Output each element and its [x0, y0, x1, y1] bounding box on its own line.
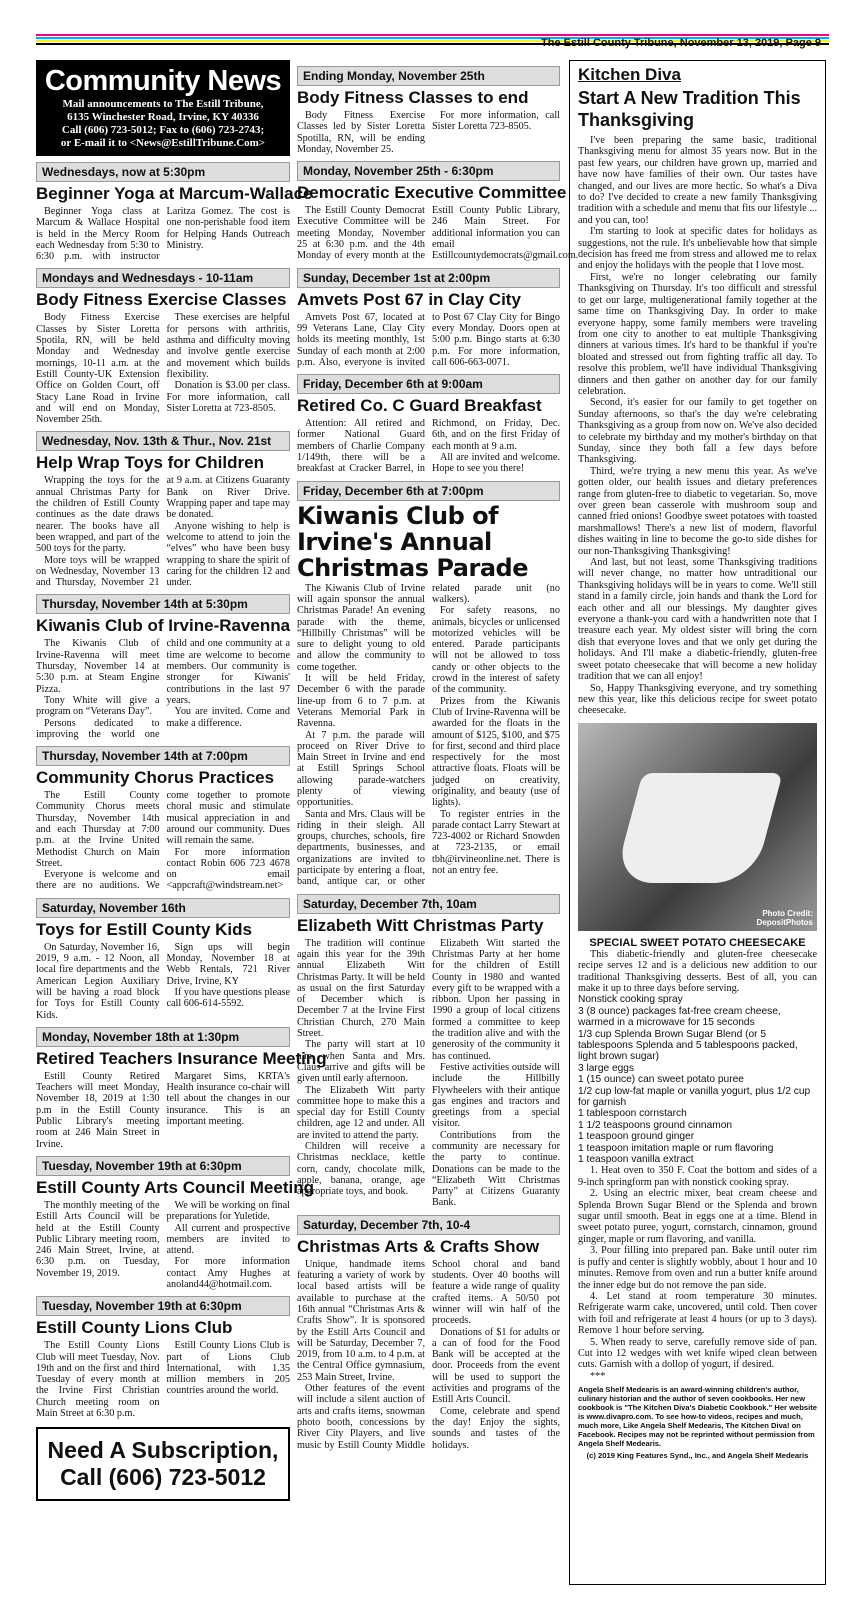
announcement-title: Body Fitness Classes to end	[297, 88, 529, 107]
paragraph: 1 teaspoon ground ginger	[578, 1131, 695, 1143]
announcement	[297, 66, 560, 155]
photo-credit	[757, 909, 813, 927]
announcement	[297, 268, 560, 368]
paragraph: It will be held Friday, December 6 with the parade line-up from 6 to 7 p.m. at Veterans Memorial Park in Ravenna.	[297, 673, 425, 730]
subscription-phone: Call (606) 723-5012	[60, 1464, 266, 1491]
article-body	[578, 135, 817, 717]
announcement-date: Ending Monday, November 25th	[297, 66, 560, 86]
paragraph: For safety reasons, no animals, bicycles or unlicensed motorized vehicles will be entered. Parade participants will not be allowed to toss candy or other objects to the crowd in the interest of safety of the community.	[432, 605, 560, 696]
announcement-body	[297, 1259, 560, 1451]
announcement-body	[36, 1200, 290, 1290]
announcement-date: Saturday, December 7th, 10am	[297, 894, 560, 914]
paragraph: 2. Using an electric mixer, beat cream cheese and Splenda Brown Sugar Blend or the Splenda and brown sugar until smooth. Beat in eggs one at a time. Blend in sweet potato puree, yogurt, cornstarch, cinnamon, ground ginger, maple or rum flavoring, and vanilla.	[578, 1188, 817, 1245]
paragraph: Donations of $1 for adults or a can of food for the Food Bank will be accepted at the door. Proceeds from the event will be used to support the activities and programs of the Estill Arts Council.	[432, 1326, 560, 1406]
subscription-ad	[36, 1427, 290, 1501]
paragraph: We will be working on final preparations for Yuletide.	[166, 1199, 290, 1223]
announcement-title: Kiwanis Club of Irvine's Annual Christmas Parade	[297, 501, 528, 582]
announcement-date: Thursday, November 14th at 7:00pm	[36, 746, 290, 766]
announcement-title: Kiwanis Club of Irvine-Ravenna	[36, 616, 291, 636]
photo-credit-label: Photo Credit:	[762, 908, 813, 918]
paragraph: For more information, call Sister Loretta 723-8505.	[432, 110, 560, 133]
subscription-line: Need A Subscription,	[47, 1437, 279, 1464]
announcement-title: Body Fitness Exercise Classes	[36, 290, 287, 310]
announcement-date: Tuesday, November 19th at 6:30pm	[36, 1296, 290, 1316]
announcement-date: Friday, December 6th at 9:00am	[297, 374, 560, 394]
paragraph: Children will receive a Christmas necklace, kettle corn, candy, chocolate milk, apple, banana, orange, age appropriate toys, and book.	[297, 1141, 425, 1198]
paragraph: 1. Heat oven to 350 F. Coat the bottom and sides of a 9-inch springform pan with nonstick cooking spray.	[578, 1165, 817, 1188]
recipe-steps	[578, 1165, 817, 1382]
announcement-title: Estill County Lions Club	[36, 1318, 233, 1338]
kitchen-diva-column	[569, 60, 826, 1585]
section-title: Community News	[44, 65, 282, 97]
cheesecake-image	[613, 773, 782, 883]
announcement	[36, 1296, 290, 1419]
announcement-body	[36, 475, 290, 588]
paragraph: Body Fitness Exercise Classes led by Sister Loretta Spotilla, RN, will be ending Monday, November 25.	[297, 110, 425, 155]
column-1	[36, 60, 327, 1501]
announcement	[297, 1215, 560, 1451]
paragraph: 1 teaspoon vanilla extract	[578, 1154, 694, 1166]
paragraph: So, Happy Thanksgiving everyone, and try something new this year, like this delicious recipe for sweet potato cheesecake.	[578, 682, 817, 717]
paragraph: The tradition will continue again this year for the 39th annual Elizabeth Witt Christmas Party. It will be held as usual on the first Saturday of December which is December 7 at the Irvine First Christian Church, 270 Main Street.	[297, 937, 425, 1040]
paragraph: To register entries in the parade contact Larry Stewart at 723-4002 or Richard Snowden at 723-2135, or email tbh@irvineonline.net. There is not an entry fee.	[432, 808, 560, 877]
announcement-title: Retired Teachers Insurance Meeting	[36, 1048, 327, 1068]
paragraph: First, we're no longer celebrating our family Thanksgiving on Thursday. It's too difficult and stressful to get our large, multigenerational family together at the same time on Thanksgiving Day. In order to make everyone happy, some family members were traveling from one city to another to eat multiple Thanksgiving dinners at various times. It's hard to be thankful if you're bloated and stressed out from fighting traffic all day. To resolve this problem, we'll have individual Thanksgiving dinners and then gather on another day for our family celebration.	[578, 271, 817, 397]
paragraph: Wrapping the toys for the annual Christmas Party for the children of Estill County continues as the date draws nearer. The books have all been wrapped, and part of the 500 toys for the party.	[36, 475, 160, 555]
paragraph: Body Fitness Exercise Classes by Sister Loretta Spotila, RN, will be held Monday and Wednesday mornings, 10-11 a.m. at the Estill County-UK Extension Office on Golden Court, off Stacy Lane Road in Irvine and will end on Monday, November 25th.	[36, 312, 160, 426]
paragraph: ***	[590, 1370, 606, 1382]
paragraph: Elizabeth Witt started the Christmas Party at her home for the children of Estill County in 1980 and wanted every gift to be wrapped with a ribbon. Upon her passing in 1990 a group of local citizens formed a committee to keep the tradition alive and with the generosity of the community it has continued.	[432, 937, 560, 1062]
masthead	[36, 60, 290, 156]
paragraph: 1 teaspoon imitation maple or rum flavoring	[578, 1142, 774, 1154]
paragraph: Festive activities outside will include the Hillbilly Flywheelers with their antique gas engines and tractors and greetings from a special visitor.	[432, 1061, 560, 1130]
announcement-title: Estill County Arts Council Meeting	[36, 1177, 314, 1197]
masthead-line: Call (606) 723-5012; Fax to (606) 723-2743;	[61, 124, 265, 136]
masthead-line: Mail announcements to The Estill Tribune,	[62, 98, 264, 110]
announcement-body	[297, 312, 560, 368]
masthead-line: 6135 Winchester Road, Irvine, KY 40336	[67, 111, 259, 123]
paragraph: 1 1/2 teaspoons ground cinnamon	[578, 1119, 733, 1131]
paragraph: Attention: All retired and former National Guard members of Charlie Company 1/149th, there will be a breakfast at Cracker Barrel, in Richmond, on Friday, Dec. 6th, and on the first Friday of each month at 9 a.m.	[297, 418, 560, 475]
paragraph: 5. When ready to serve, carefully remove side of pan. Cut into 12 wedges with wet knife wiped clean between cuts. Garnish with a dollop of yogurt, if desired.	[578, 1336, 817, 1371]
announcement	[297, 161, 579, 262]
paragraph: Persons dedicated to improving the world one child and one community at a time are welcome to become members. Our community is stronger for Kiwanis' contributions in the last 97 years.	[36, 638, 290, 740]
paragraph: All current and prospective members are invited to attend.	[166, 1222, 290, 1257]
announcement-date: Monday, November 18th at 1:30pm	[36, 1027, 290, 1047]
recipe-intro: This diabetic-friendly and gluten-free cheesecake recipe serves 12 and is a delicious new addition to our traditional Thanksgiving desserts. Best of all, you can make it up to three days before serving.	[578, 948, 817, 994]
announcement-body	[36, 942, 290, 1021]
announcement-date: Thursday, November 14th at 5:30pm	[36, 594, 290, 614]
recipe-title: SPECIAL SWEET POTATO CHEESECAKE	[589, 936, 806, 949]
announcement-title: Elizabeth Witt Christmas Party	[297, 915, 544, 935]
announcement-body	[297, 583, 560, 888]
paragraph: The Estill County Democrat Executive Committee will be meeting Monday, November 25 at 6:30 p.m. and the 4th Monday of every month at the Estill County Public Library, 246 Main Street. For additional information you can email Estillcountydemocrats@gmail.com.	[297, 205, 579, 262]
announcement-body	[36, 638, 290, 740]
paragraph: Unique, handmade items featuring a variety of work by local based artists will be available to purchase at the 16th annual “Christmas Arts & Crafts Show”. It is sponsored by the Estill Arts Council and will be Saturday, December 7, 2019, from 10 a.m. to 4 p.m. at the Central Office gymnasium, 253 Main Street, Irvine.	[297, 1258, 425, 1383]
paragraph: Margaret Sims, KRTA's Health insurance co-chair will tell about the changes in our insurance. This is an important meeting.	[166, 1070, 290, 1128]
paragraph: You are invited. Come and make a difference.	[166, 706, 290, 729]
announcement-title: Help Wrap Toys for Children	[36, 453, 264, 473]
paragraph: These exercises are helpful for persons with arthritis, asthma and difficulty moving and involve gentle exercise and movement which builds flexibility.	[166, 312, 290, 380]
announcement-title: Community Chorus Practices	[36, 768, 275, 788]
column-2	[297, 60, 579, 1451]
announcement-body	[36, 312, 290, 425]
announcement-title: Beginner Yoga at Marcum-Wallace	[36, 184, 313, 203]
announcement-body	[297, 938, 560, 1209]
announcement-date: Friday, December 6th at 7:00pm	[297, 481, 560, 501]
announcement-date: Saturday, December 7th, 10-4	[297, 1215, 560, 1235]
paragraph: The party will start at 10 a.m. when Santa and Mrs. Claus arrive and gifts will be given until early afternoon.	[297, 1039, 425, 1085]
paragraph: I've been preparing the same basic, traditional Thanksgiving menu for almost 35 years now. But in the past few years, our children have grown up, married and have now have families of their own. Our tastes have changed, and our lives are more hectic. So what's a Diva to do? I've decided to create a new family Thanksgiving tradition with a schedule and menu that fits our lifestyle ... and you can, too!	[578, 135, 817, 226]
paragraph: Tony White will give a program on “Veterans Day”.	[36, 694, 160, 718]
announcement-title: Amvets Post 67 in Clay City	[297, 289, 521, 309]
paragraph: 1/2 cup low-fat maple or vanilla yogurt, plus 1/2 cup for garnish	[578, 1085, 811, 1108]
announcement	[36, 746, 290, 892]
paragraph: More toys will be wrapped on Wednesday, November 13 and Thursday, November 21 at 9 a.m. at Citizens Guaranty Bank on River Drive. Wrapping paper and tape may be donated.	[36, 475, 290, 589]
announcement-date: Saturday, November 16th	[36, 898, 290, 918]
copyright: (c) 2019 King Features Synd., Inc., and Angela Shelf Medearis	[586, 1451, 809, 1461]
announcement-body	[36, 1071, 290, 1150]
paragraph: The monthly meeting of the Estill Arts Council will be held at the Estill County Public Library meeting room, 246 Main Street, Irvine, at 6:30 p.m. on Tuesday, November 19, 2019.	[36, 1199, 160, 1279]
announcement	[297, 894, 560, 1209]
announcement-date: Sunday, December 1st at 2:00pm	[297, 268, 560, 288]
announcement-date: Monday, November 25th - 6:30pm	[297, 161, 560, 181]
paragraph: 1 tablespoon cornstarch	[578, 1108, 687, 1120]
paragraph: Donation is $3.00 per class. For more information, call Sister Loretta at 723-8505.	[166, 380, 290, 414]
masthead-line: or E-mail it to <News@EstillTribune.Com>	[60, 137, 266, 149]
announcement-body	[36, 206, 290, 262]
paragraph: Estill County Lions Club is part of Lions Club International, with 1.35 million members in 205 countries around the world.	[166, 1340, 290, 1397]
paragraph: Nonstick cooking spray	[578, 994, 683, 1006]
announcement	[36, 1027, 327, 1150]
paragraph: And last, but not least, some Thanksgiving traditions will never change, no matter how untraditional our Thanksgiving holidays will be in years to come. We'll still stand in a family circle, join hands and thank the Lord for each other and all our blessings. My daughter gives everyone a thank-you card with a handwritten note that I treasure each year. My oldest sister will bring the corn dish that everyone loves and that we only get during the holidays. And I'll make a diabetic-friendly, gluten-free sweet potato cheesecake that will become a new holiday tradition that we can all enjoy!	[578, 557, 817, 683]
paragraph: The Kiwanis Club of Irvine-Ravenna will meet Thursday, November 14 at 5:30 p.m. at Steam Engine Pizza.	[36, 638, 160, 695]
paragraph: Beginner Yoga class at Marcum & Wallace Hospital is held in the Mercy Room each Wednesday from 5:30 to 6:30 p.m. with instructor Laritza Gomez. The cost is one non-perishable food item for Helping Hands Outreach Ministry.	[36, 206, 290, 263]
announcement	[36, 1156, 314, 1290]
paragraph: All are invited and welcome. Hope to see you there!	[432, 452, 560, 475]
announcement-title: Christmas Arts & Crafts Show	[297, 1236, 540, 1256]
announcement	[36, 594, 290, 740]
paragraph: Santa and Mrs. Claus will be riding in their sleigh. All groups, churches, schools, fire departments, businesses, and organizations are invited to participate by entering a float, band, antique car, or other related parade unit (no walkers).	[297, 582, 560, 888]
announcement-date: Mondays and Wednesdays - 10-11am	[36, 268, 290, 288]
author-bio: Angela Shelf Medearis is an award-winning children's author, culinary historian and the author of seven cookbooks. Her new cookbook is "The Kitchen Diva's Diabetic Cookbook." Her website is www.divapro.com. To see how-to videos, recipes and much, much more, Like Angela Shelf Medearis, The Kitchen Diva! on Facebook. Recipes may not be reprinted without permission from Angela Shelf Medearis.	[578, 1385, 817, 1449]
announcement-date: Wednesdays, now at 5:30pm	[36, 162, 290, 182]
announcement-body	[297, 205, 579, 262]
announcement-title: Democratic Executive Committee	[297, 183, 567, 203]
paragraph: Amvets Post 67, located at 99 Veterans Lane, Clay City holds its meeting monthly, 1st Sunday of each month at 2:00 p.m. Also, everyone is invited to Post 67 Clay City for Bingo every Monday. Doors open at 5:00 p.m. Bingo starts at 6:30 p.m. For more information, call 606-663-0071.	[297, 311, 560, 368]
announcement-title: Retired Co. C Guard Breakfast	[297, 396, 542, 416]
announcement	[297, 481, 560, 888]
announcement	[297, 374, 560, 474]
paragraph: 1/3 cup Splenda Brown Sugar Blend (or 5 tablespoons Splenda and 5 tablespoons packed, light brown sugar)	[578, 1028, 798, 1063]
column-title: Kitchen Diva	[578, 65, 681, 84]
announcement-date: Wednesday, Nov. 13th & Thur., Nov. 21st	[36, 431, 290, 451]
paragraph: The Estill County Lions Club will meet Tuesday, Nov. 19th and on the first and third Tuesday of every month at the Irvine First Christian Church meeting room on Main Street at 6:30 p.m.	[36, 1340, 160, 1420]
paragraph: The Estill County Community Chorus meets Thursday, November 14th and each Thursday at 7:00 p.m. at the Irvine United Methodist Church on Main Street.	[36, 790, 160, 869]
announcement-date: Tuesday, November 19th at 6:30pm	[36, 1156, 290, 1176]
paragraph: 1 (15 ounce) can sweet potato puree	[578, 1074, 744, 1086]
announcement-body	[297, 110, 560, 155]
paragraph: I'm starting to look at specific dates for holidays as suggestions, not the rule. It's unbelievable how that simple decision has freed me from stress and allowed me to relax and enjoy the holidays with the people that I love most.	[578, 226, 817, 272]
paragraph: For more information contact Amy Hughes at anoland44@hotmail.com.	[166, 1256, 290, 1290]
paragraph: For more information contact Robin 606 723 4678 on email <appcraft@windstream.net>	[166, 846, 290, 892]
paragraph: Third, we're trying a new menu this year. As we've gotten older, our health issues and dietary preferences range from gluten-free to diabetic to vegetarian. So, move over green bean casserole with mushroom soup and canned fried onions! Goodbye sweet potatoes with toasted marshmallows! There's a new list of modern, flavorful dishes waiting in line to become the go-to side dishes for our non-Thanksgiving Thanksgiving!	[578, 465, 817, 557]
paragraph: The Elizabeth Witt party committee hope to make this a special day for Estill County children, age 12 and under. All are invited to attend the party.	[297, 1084, 425, 1141]
article-headline: Start A New Tradition This Thanksgiving	[578, 88, 801, 130]
paragraph: Other features of the event will include a silent auction of arts and crafts items, snowman photo booth, concessions by River City Players, and live music by Estill County Middle School choral and band students. Over 40 booths will feature a wide range of quality crafted items. A 50/50 pot winner will win half of the proceeds.	[297, 1258, 560, 1451]
announcement-body	[297, 418, 560, 474]
ingredient-list	[578, 994, 817, 1165]
paragraph: Second, it's easier for our family to get together on Sunday afternoons, so that's the day we're celebrating Thanksgiving as a group from now on. We've also decided to celebrate my birthday and my mother's birthday on that Sunday, since they both fall a few days before Thanksgiving.	[578, 397, 817, 466]
paragraph: Come, celebrate and spend the day! Enjoy the sights, sounds and tastes of the holidays.	[432, 1405, 560, 1451]
paragraph: If you have questions please call 606-614-5592.	[166, 986, 290, 1010]
announcement-title: Toys for Estill County Kids	[36, 919, 252, 939]
announcement-body	[36, 1340, 290, 1419]
announcement-body	[36, 790, 290, 892]
cheesecake-photo	[578, 723, 817, 931]
running-header: The Estill County Tribune, November 13, 2019, Page 9	[541, 37, 821, 49]
paragraph: At 7 p.m. the parade will proceed on River Drive to Main Street in Irvine and end at Estill Springs School allowing parade-watchers plenty of viewing opportunities.	[297, 729, 425, 809]
paragraph: The Kiwanis Club of Irvine will again sponsor the annual Christmas Parade! An evening parade with the theme, “Hillbilly Christmas” will be sure to delight young to old and allow the community to come together.	[297, 582, 425, 673]
paragraph: 3. Pour filling into prepared pan. Bake until outer rim is puffy and center is slightly wobbly, about 1 hour and 10 minutes. Remove from oven and run a butter knife around the inner edge but do not remove the pan side.	[578, 1245, 817, 1291]
announcement	[36, 268, 290, 425]
paragraph: On Saturday, November 16, 2019, 9 a.m. - 12 Noon, all local fire departments and the American Legion Auxiliary will be having a road block for Toys for Estill County Kids.	[36, 941, 160, 1021]
announcement	[36, 431, 290, 588]
photo-credit-source: DepositPhotos	[756, 917, 813, 927]
paragraph: Everyone is welcome and there are no auditions. We come together to promote choral music and stimulate musical appreciation in and around our community. Dues will remain the same.	[36, 790, 290, 892]
stripe	[36, 34, 829, 36]
announcement	[36, 898, 290, 1021]
paragraph: Sign ups will begin Monday, November 18 at Webb Rentals, 721 River Drive, Irvine, KY	[166, 941, 290, 987]
paragraph: 3 large eggs	[578, 1062, 635, 1074]
paragraph: Anyone wishing to help is welcome to attend to join the “elves” who have been busy wrapping to share the spirit of caring for the children 12 and under.	[166, 520, 290, 589]
paragraph: 3 (8 ounce) packages fat-free cream cheese, warmed in a microwave for 15 seconds	[578, 1005, 781, 1029]
paragraph: 4. Let stand at room temperature 30 minutes. Refrigerate warm cake, uncovered, until cold. Then cover with foil and refrigerate at least 4 hours (or up to 3 days). Remove 1 hour before serving.	[578, 1290, 817, 1337]
paragraph: Estill County Retired Teachers will meet Monday, November 18, 2019 at 1:30 p.m in the Estill County Public Library's meeting room at 246 Main Street in Irvine.	[36, 1070, 160, 1150]
announcement	[36, 162, 313, 263]
paragraph: Contributions from the community are necessary for the party to continue. Donations can be made to the “Elizabeth Witt Christmas Party” at Citizens Guaranty Bank.	[432, 1129, 560, 1209]
paragraph: Prizes from the Kiwanis Club of Irvine-Ravenna will be awarded for the floats in the amount of $125, $100, and $75 for first, second and third place respectively for the most attractive floats. Floats will be judged on creativity, originality, and beauty (use of lights).	[432, 695, 560, 809]
